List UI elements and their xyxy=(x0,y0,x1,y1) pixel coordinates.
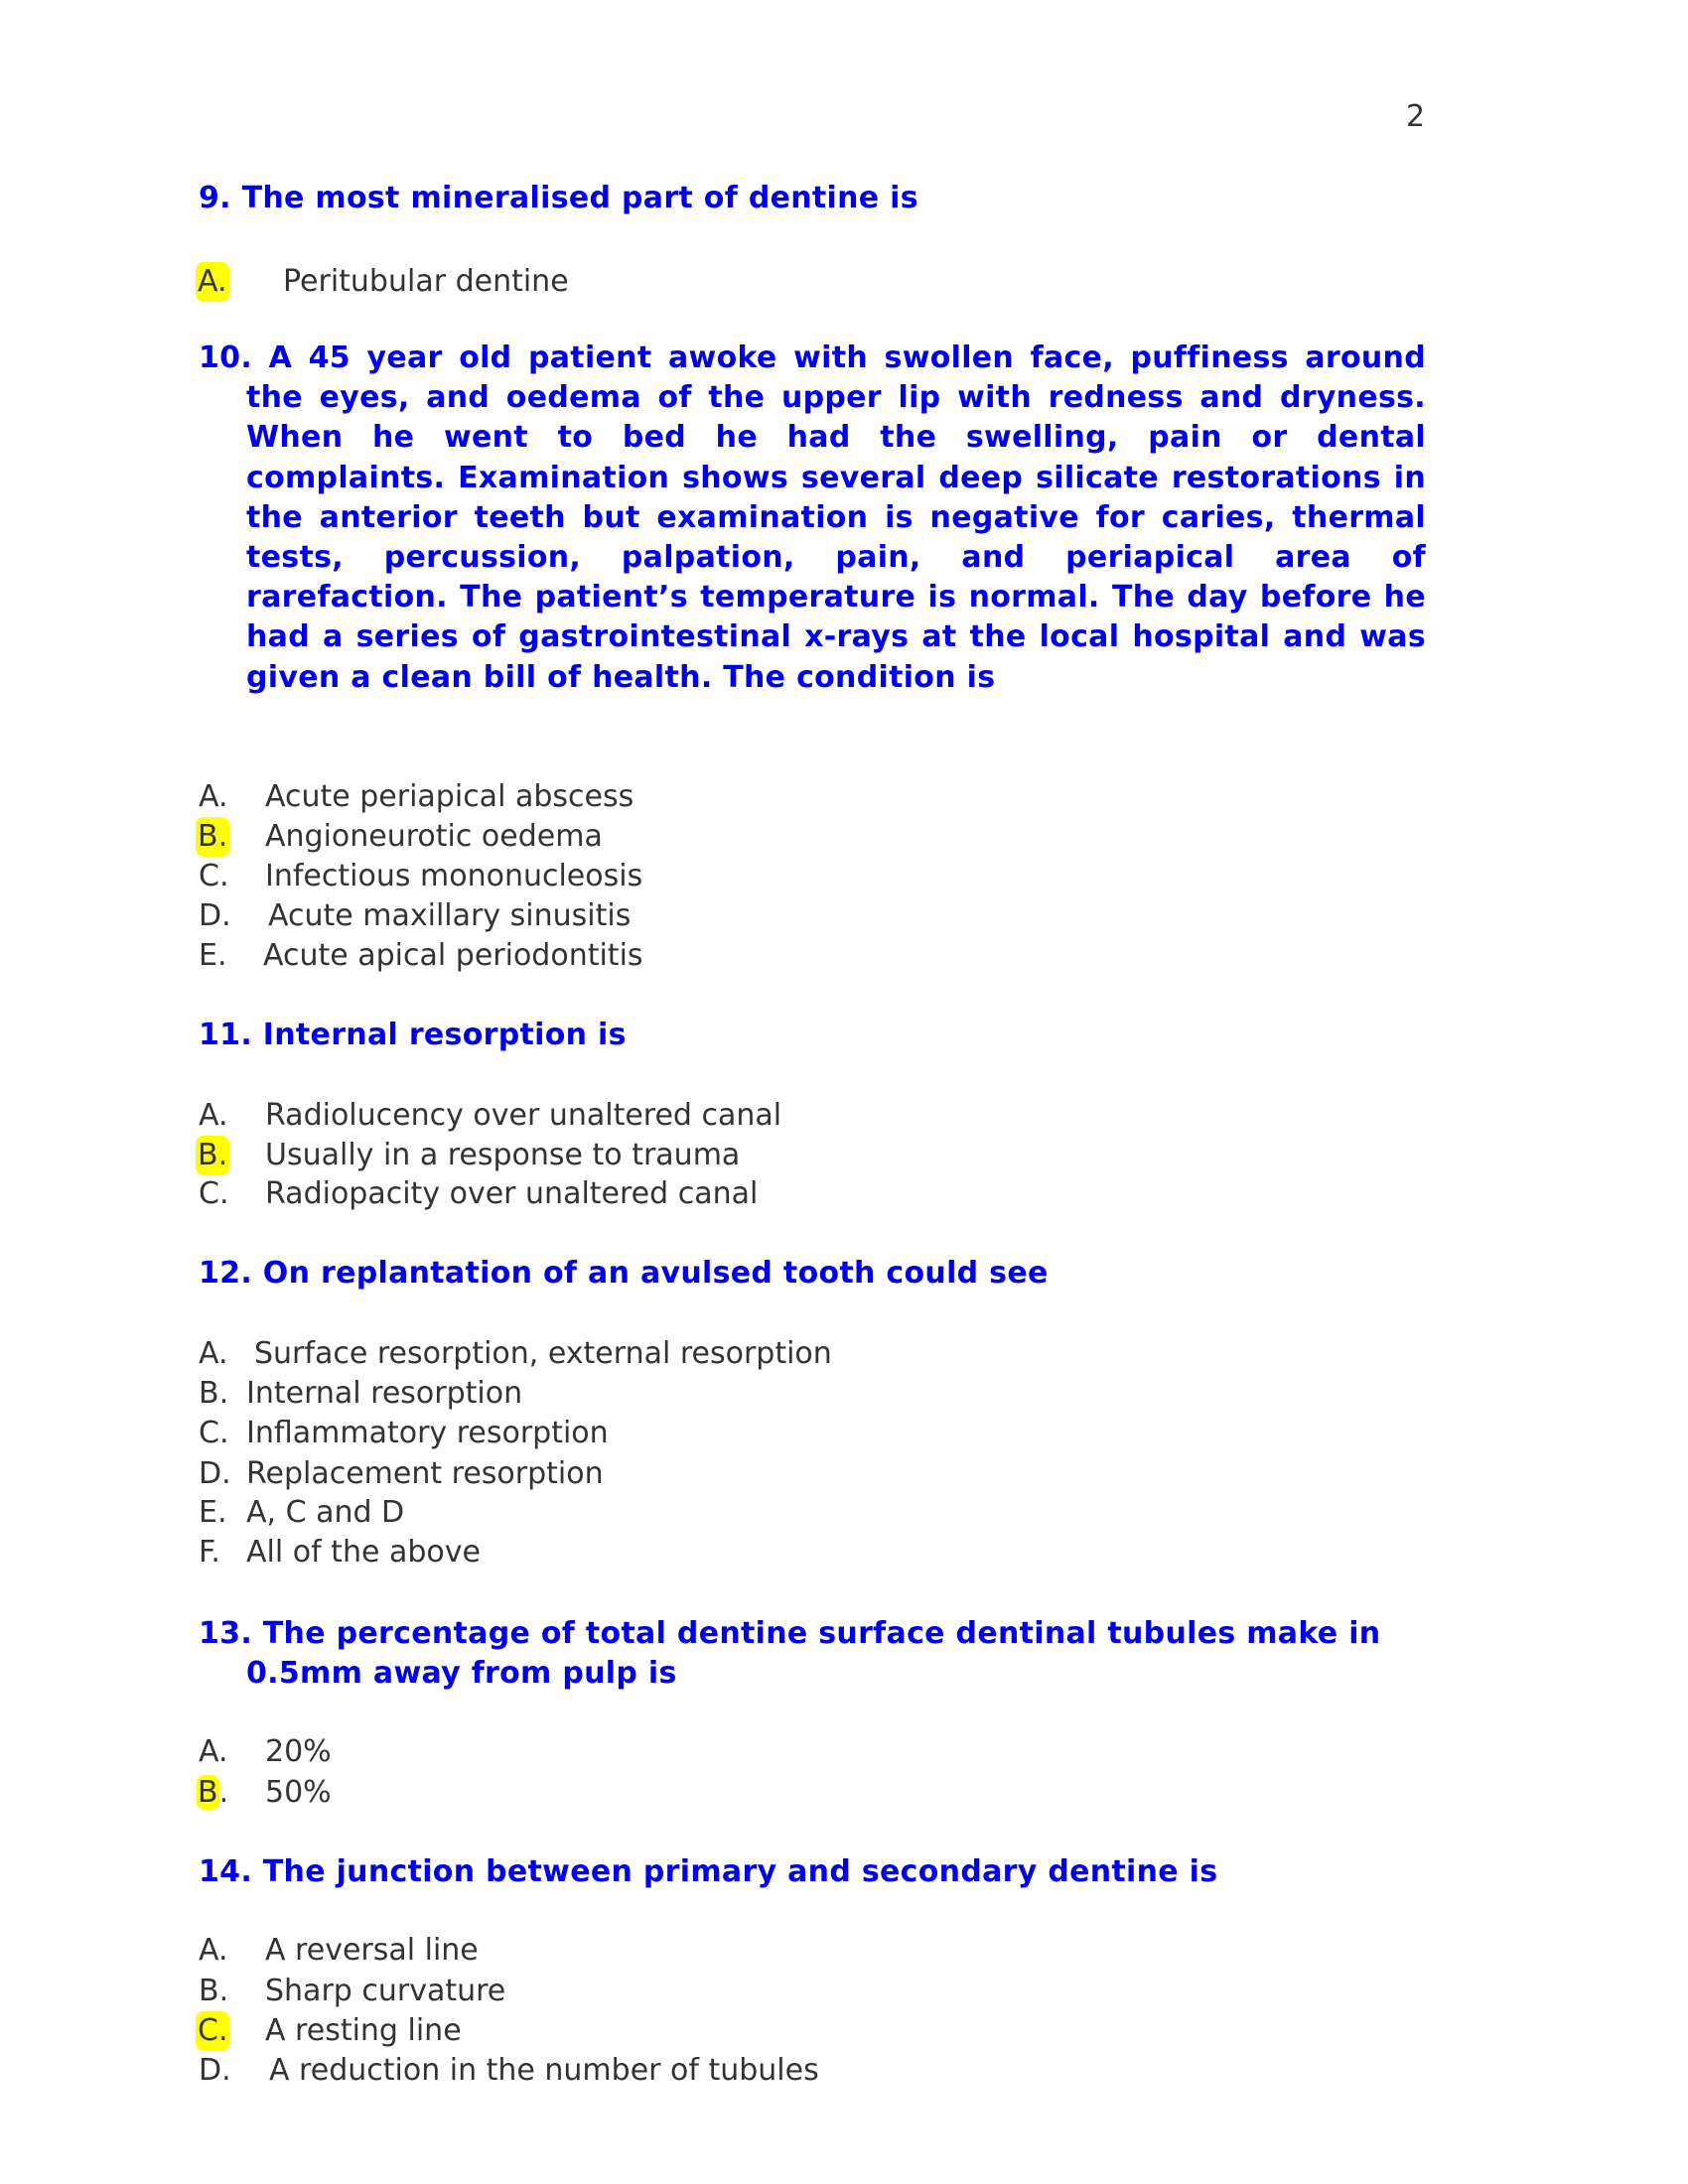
option-text: 50% xyxy=(265,1775,332,1810)
option-text: Acute maxillary sinusitis xyxy=(268,898,632,933)
option-letter: E. xyxy=(199,1495,227,1530)
option-letter: C. xyxy=(199,1176,229,1211)
option-letter: B. xyxy=(199,1376,229,1411)
option-text: A reduction in the number of tubules xyxy=(269,2053,819,2088)
option-letter-highlighted: B xyxy=(198,1775,218,1810)
option-text: Angioneurotic oedema xyxy=(265,819,603,854)
option-letter-highlighted: A. xyxy=(196,262,229,302)
option-letter-highlighted: C. xyxy=(196,2011,229,2051)
option-text: All of the above xyxy=(246,1535,481,1570)
question-text: 14. The junction between primary and secondary dentine is xyxy=(199,1854,1218,1889)
option-text: A reversal line xyxy=(265,1933,479,1968)
question-text: 12. On replantation of an avulsed tooth could see xyxy=(199,1256,1049,1291)
option-letter: F. xyxy=(199,1535,220,1570)
question-text: 10. A 45 year old patient awoke with swollen face, puffiness around the eyes, and oedema of the upper lip with redness and dryness. When he went to bed he had the swelling, pain or dental complaints. Examination shows several deep silicate restorations in the anterior teeth but examination is negative for caries, thermal tests, percussion, palpation, pain, and periapical area of rarefaction. The patient’s temperature is normal. The day before he had a series of gastrointestinal x-rays at the local hospital and was given a clean bill of health. The condition is xyxy=(199,341,1426,695)
option-letter: B. xyxy=(199,1974,229,2008)
option-text: Peritubular dentine xyxy=(283,264,569,299)
option-letter: D. xyxy=(199,1456,231,1491)
option-letter: A. xyxy=(199,1336,228,1371)
question-12 xyxy=(199,1254,1426,1294)
option-letter: A. xyxy=(199,1734,228,1769)
option-text: A, C and D xyxy=(246,1495,405,1530)
option-letter: E. xyxy=(199,938,227,973)
option-letter-highlighted: B. xyxy=(196,817,229,857)
question-text: 11. Internal resorption is xyxy=(199,1018,627,1052)
option-letter: A. xyxy=(199,1933,228,1968)
question-13 xyxy=(199,1614,1426,1694)
option-letter: C. xyxy=(199,1416,229,1450)
option-letter: C. xyxy=(199,859,229,893)
option-text: Internal resorption xyxy=(246,1376,523,1411)
question-14 xyxy=(199,1852,1426,1892)
option-letter: D. xyxy=(199,2053,231,2088)
option-letter-highlighted: B. xyxy=(196,1136,229,1175)
option-text: Replacement resorption xyxy=(246,1456,604,1491)
option-text: Radiolucency over unaltered canal xyxy=(265,1098,782,1133)
question-11 xyxy=(199,1016,1426,1055)
option-text: Acute apical periodontitis xyxy=(263,938,643,973)
option-text: Surface resorption, external resorption xyxy=(254,1336,832,1371)
question-10 xyxy=(199,339,1426,698)
page-number: 2 xyxy=(1406,99,1426,134)
option-letter-suffix: . xyxy=(218,1775,229,1810)
option-text: Inflammatory resorption xyxy=(246,1416,609,1450)
option-letter: A. xyxy=(199,1098,228,1133)
option-text: Usually in a response to trauma xyxy=(265,1138,741,1172)
question-text: 13. The percentage of total dentine surface dentinal tubules make in 0.5mm away from pulp is xyxy=(199,1616,1381,1692)
option-text: Infectious mononucleosis xyxy=(265,859,643,893)
question-text: 9. The most mineralised part of dentine is xyxy=(199,181,918,215)
option-letter: D. xyxy=(199,898,231,933)
option-text: Sharp curvature xyxy=(265,1974,506,2008)
option-text: Acute periapical abscess xyxy=(265,779,634,814)
question-9 xyxy=(199,179,1426,218)
option-text: A resting line xyxy=(265,2013,462,2048)
option-text: 20% xyxy=(265,1734,332,1769)
option-text: Radiopacity over unaltered canal xyxy=(265,1176,759,1211)
option-letter: A. xyxy=(199,779,228,814)
